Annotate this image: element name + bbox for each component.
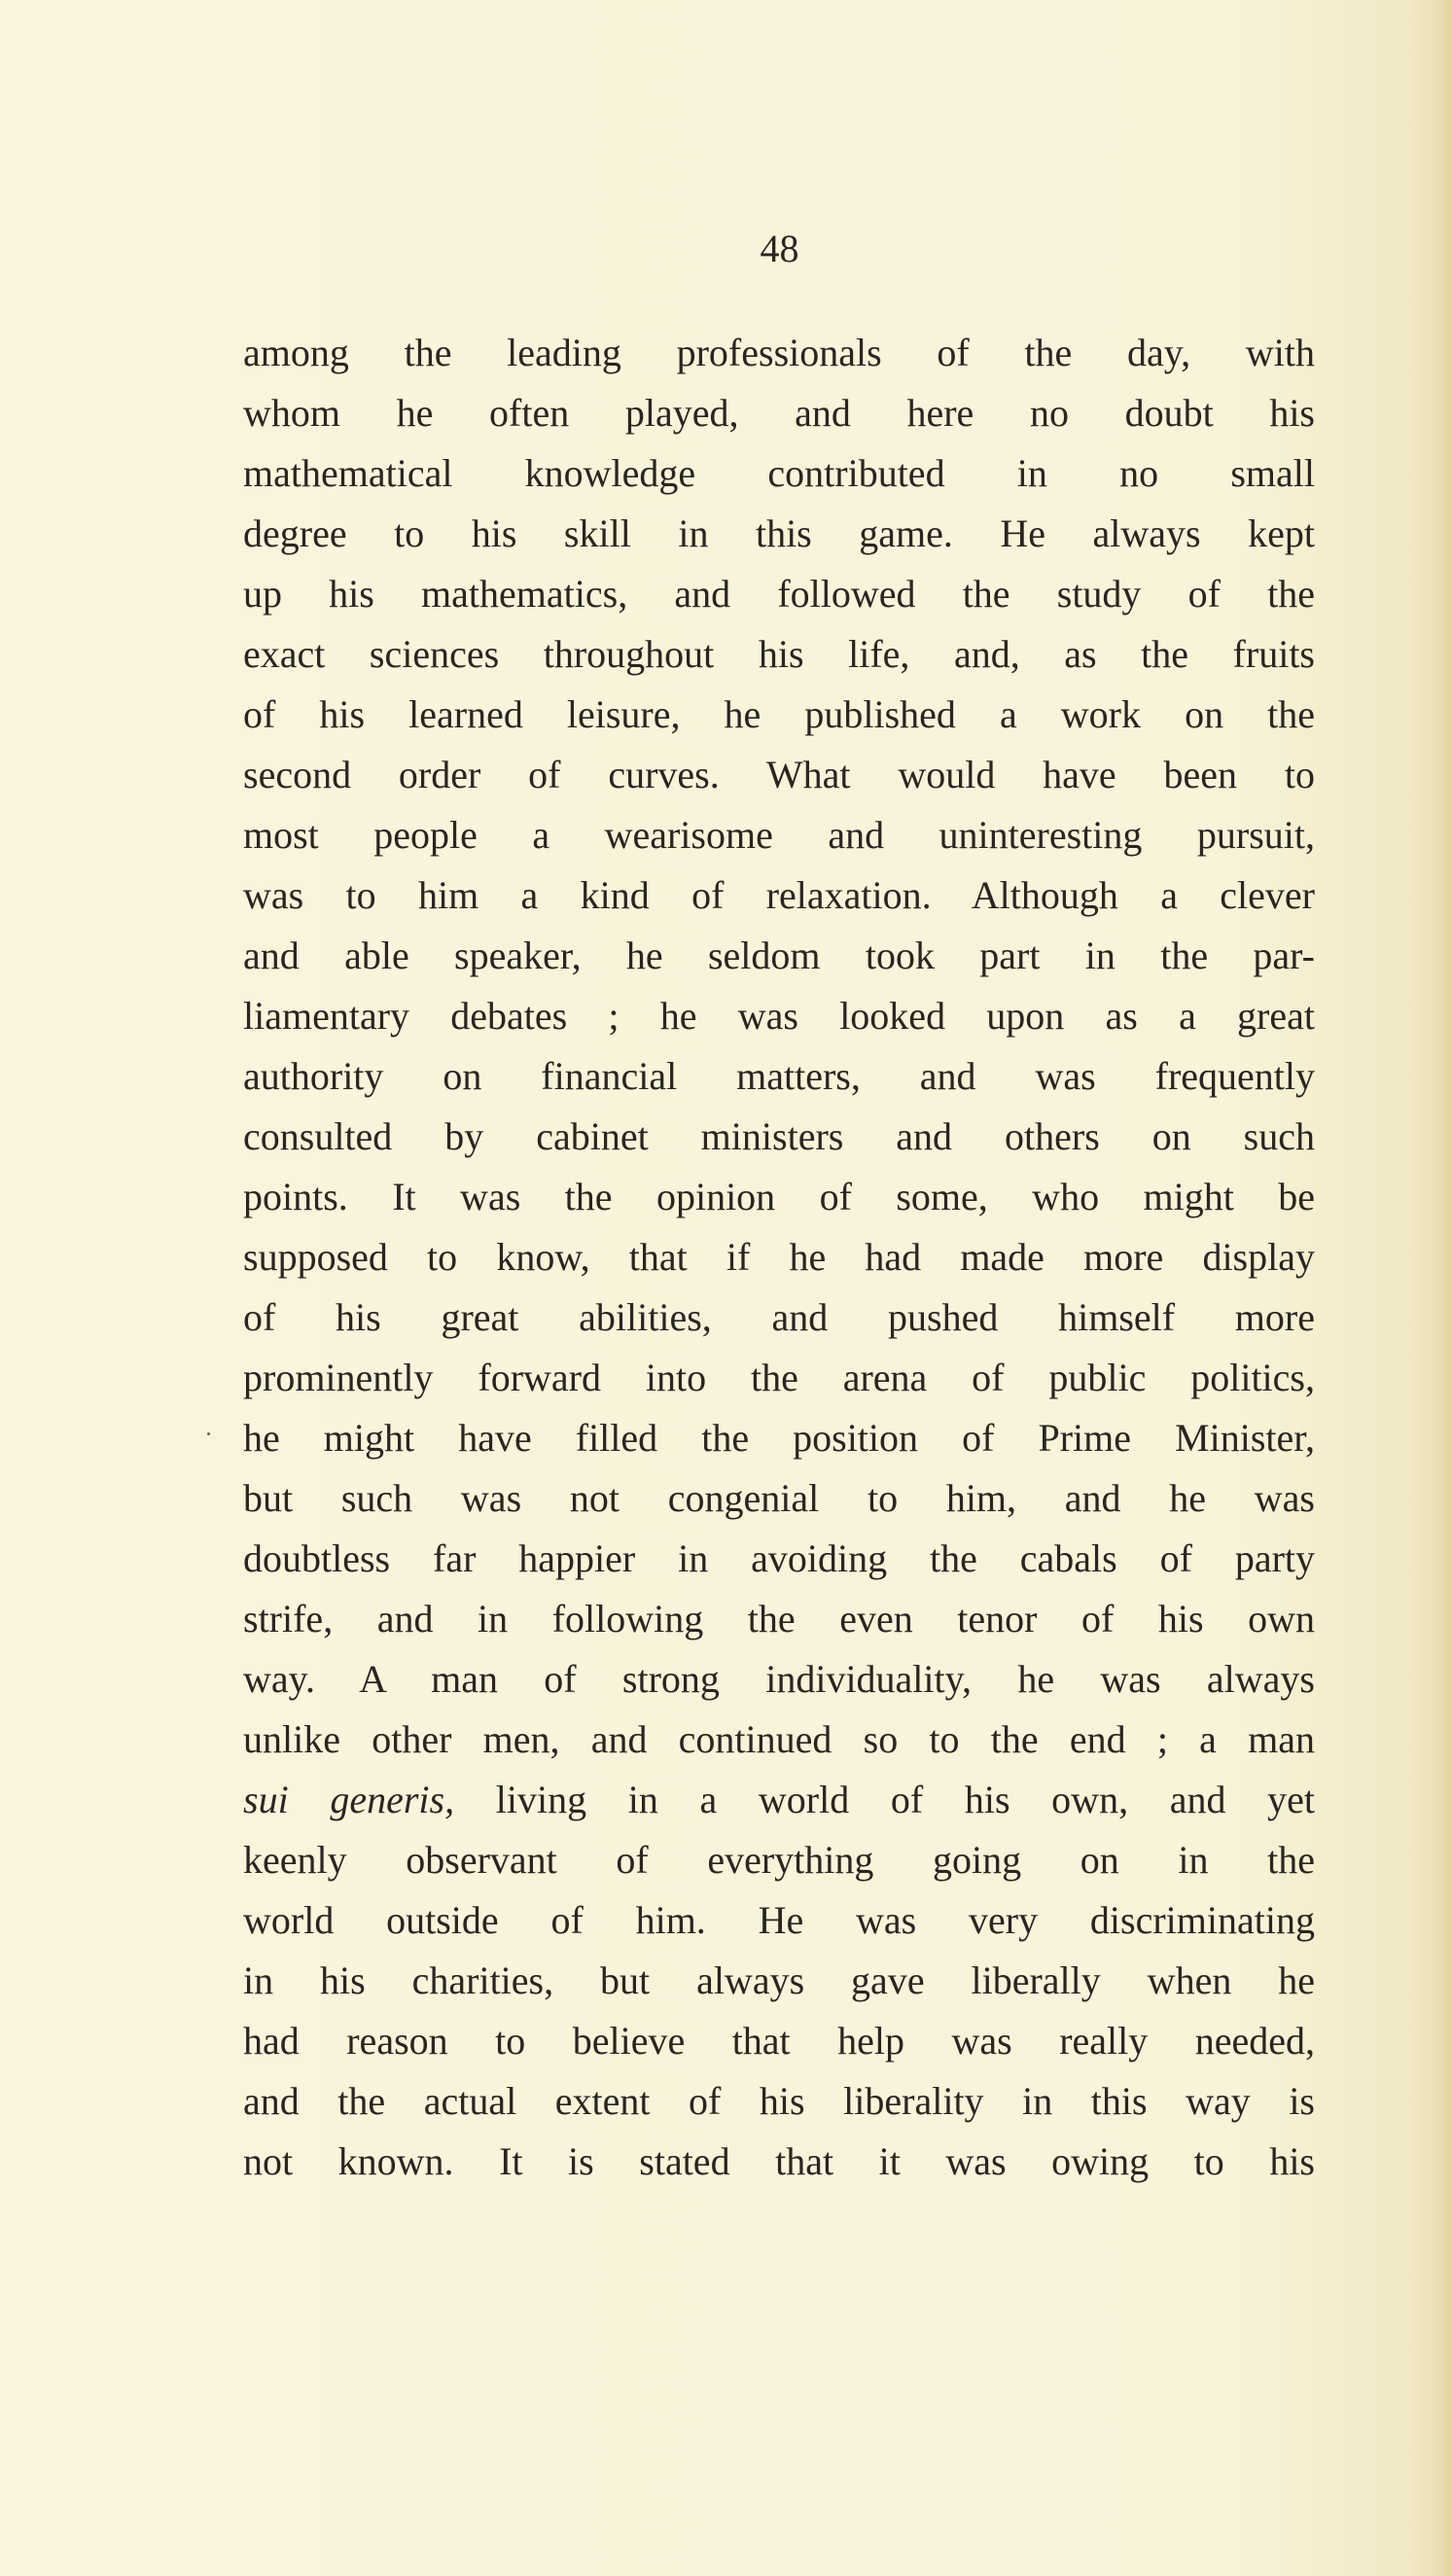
text-line: among the leading professionals of the day, with: [243, 331, 1315, 374]
text-line: most people a wearisome and uninteresting pursuit,: [243, 813, 1315, 857]
text-line: second order of curves. What would have been to: [243, 753, 1315, 796]
text-line: world outside of him. He was very discriminating: [243, 1898, 1315, 1942]
text-line: consulted by cabinet ministers and others on such: [243, 1114, 1315, 1158]
text-line: whom he often played, and here no doubt his: [243, 391, 1315, 435]
text-line: way. A man of strong individuality, he was always: [243, 1657, 1315, 1701]
text-line: strife, and in following the even tenor of his own: [243, 1597, 1315, 1641]
text-line: but such was not congenial to him, and he was: [243, 1476, 1315, 1520]
text-line: points. It was the opinion of some, who might be: [243, 1175, 1315, 1218]
text-line: mathematical knowledge contributed in no small: [243, 451, 1315, 495]
text-line: exact sciences throughout his life, and, as the fruits: [243, 632, 1315, 676]
text-line: liamentary debates ; he was looked upon as a great: [243, 994, 1315, 1038]
paper-speck: [207, 1432, 210, 1435]
text-line: authority on financial matters, and was frequently: [243, 1054, 1315, 1098]
body-text: [243, 323, 1315, 2192]
text-line: was to him a kind of relaxation. Although a clever: [243, 873, 1315, 917]
text-line: doubtless far happier in avoiding the cabals of party: [243, 1536, 1315, 1580]
text-line: he might have filled the position of Prime Minister,: [243, 1416, 1315, 1460]
text-line: degree to his skill in this game. He always kept: [243, 512, 1315, 555]
page-edge-shading: [1438, 0, 1452, 2576]
text-line: had reason to believe that help was really needed,: [243, 2019, 1315, 2063]
italic-phrase: sui generis,: [243, 1778, 455, 1821]
text-line: in his charities, but always gave liberally when he: [243, 1958, 1315, 2002]
text-line: prominently forward into the arena of public politics,: [243, 1356, 1315, 1399]
text-line: supposed to know, that if he had made more display: [243, 1235, 1315, 1279]
page-number: 48: [760, 227, 799, 270]
text-line-italic: [243, 1770, 1315, 1830]
line-remainder: living in a world of his own, and yet: [454, 1778, 1315, 1821]
text-line: unlike other men, and continued so to the end ; a man: [243, 1717, 1315, 1761]
text-line: of his great abilities, and pushed himself more: [243, 1295, 1315, 1339]
text-line: up his mathematics, and followed the study of the: [243, 572, 1315, 616]
text-line: and the actual extent of his liberality in this way is: [243, 2079, 1315, 2123]
text-line: and able speaker, he seldom took part in the par-: [243, 934, 1315, 977]
text-line: not known. It is stated that it was owing to his: [243, 2139, 1315, 2183]
text-line: keenly observant of everything going on in the: [243, 1838, 1315, 1882]
text-line: of his learned leisure, he published a work on the: [243, 692, 1315, 736]
